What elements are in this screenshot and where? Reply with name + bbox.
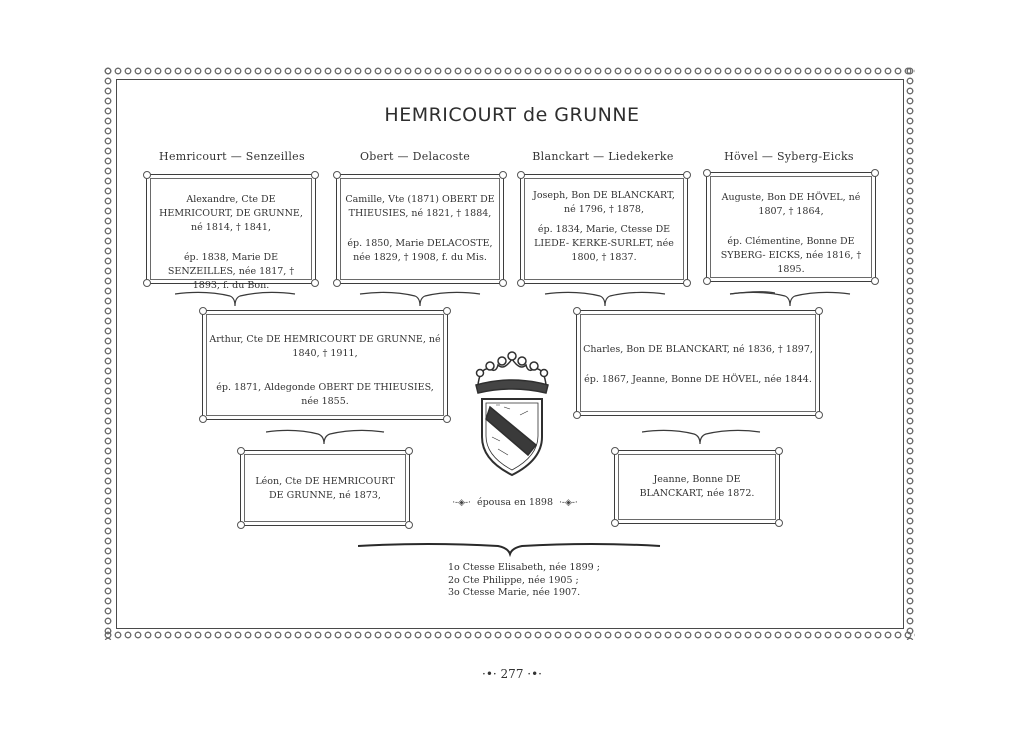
parents-box-blanckart <box>576 310 820 416</box>
ornament-icon: ·•· <box>527 667 542 681</box>
wife-text: ép. 1871, Aldegonde OBERT DE THIEUSIES, née 1855. <box>216 382 434 407</box>
connector-brace-children <box>358 538 662 560</box>
child-item: 2o Cte Philippe, née 1905 ; <box>448 574 579 586</box>
spouse-text: Léon, Cte DE HEMRICOURT DE GRUNNE, né 1873, <box>255 476 395 501</box>
spouse-text: Jeanne, Bonne DE BLANCKART, née 1872. <box>639 474 755 499</box>
page-number: 277 <box>500 667 524 681</box>
connector-brace-blanckart <box>642 426 762 452</box>
grandparents-box-hemricourt <box>146 174 316 291</box>
husband-text: Alexandre, Cte DE HEMRICOURT, DE GRUNNE, né 1814, † 1841, <box>159 194 303 233</box>
husband-text: Camille, Vte (1871) OBERT DE THIEUSIES, né 1821, † 1884, <box>345 194 495 219</box>
child-item: 1o Ctesse Elisabeth, née 1899 ; <box>448 562 600 573</box>
page-number-row <box>0 667 1024 681</box>
border-bottom <box>103 630 915 640</box>
spouse-box-leon <box>240 450 410 526</box>
couple-heading: Hemricourt — Senzeilles <box>159 150 305 163</box>
couple-heading: Obert — Delacoste <box>359 150 471 163</box>
wife-text: ép. 1867, Jeanne, Bonne DE HÖVEL, née 1844. <box>584 374 812 385</box>
couple-heading: Hövel — Syberg-Eicks <box>724 150 854 163</box>
wife-text: ép. 1850, Marie DELACOSTE, née 1829, † 1908, f. du Mis. <box>347 238 493 263</box>
border-left <box>103 66 113 640</box>
border-right <box>905 66 915 640</box>
coronet-shield-icon <box>462 345 562 480</box>
page-title: HEMRICOURT de GRUNNE <box>384 104 640 126</box>
ornament-icon: ·-◈-· <box>452 498 471 508</box>
wife-text: ép. 1834, Marie, Ctesse DE LIEDE- KERKE-SURLET, née 1800, † 1837. <box>534 224 674 263</box>
couple-heading: Blanckart — Liedekerke <box>532 150 674 163</box>
wife-text: ép. 1838, Marie DE SENZEILLES, née 1817, † 1893, f. du Bon. <box>167 252 295 291</box>
husband-text: Arthur, Cte DE HEMRICOURT DE GRUNNE, né 1840, † 1911, <box>209 334 441 359</box>
spouse-box-jeanne <box>614 450 780 524</box>
grandparents-box-obert <box>336 174 504 284</box>
married-label: épousa en 1898 <box>476 497 554 508</box>
grandparents-box-hovel <box>706 172 876 282</box>
child-item: 3o Ctesse Marie, née 1907. <box>448 587 581 598</box>
husband-text: Auguste, Bon DE HÖVEL, né 1807, † 1864, <box>721 192 861 217</box>
grandparents-box-blanckart <box>520 174 688 284</box>
border-top <box>103 66 915 76</box>
parents-box-hemricourt <box>202 310 448 420</box>
married-label-row <box>445 497 585 508</box>
husband-text: Charles, Bon DE BLANCKART, né 1836, † 1897, <box>583 344 813 355</box>
ornament-icon: ·•· <box>482 667 497 681</box>
ornament-icon: ·-◈-· <box>559 498 578 508</box>
wife-text: ép. Clémentine, Bonne DE SYBERG- EICKS, née 1816, † 1895. <box>720 236 862 275</box>
children-list <box>420 562 620 600</box>
husband-text: Joseph, Bon DE BLANCKART, né 1796, † 1878, <box>533 190 675 215</box>
connector-brace-hemricourt <box>266 426 386 452</box>
